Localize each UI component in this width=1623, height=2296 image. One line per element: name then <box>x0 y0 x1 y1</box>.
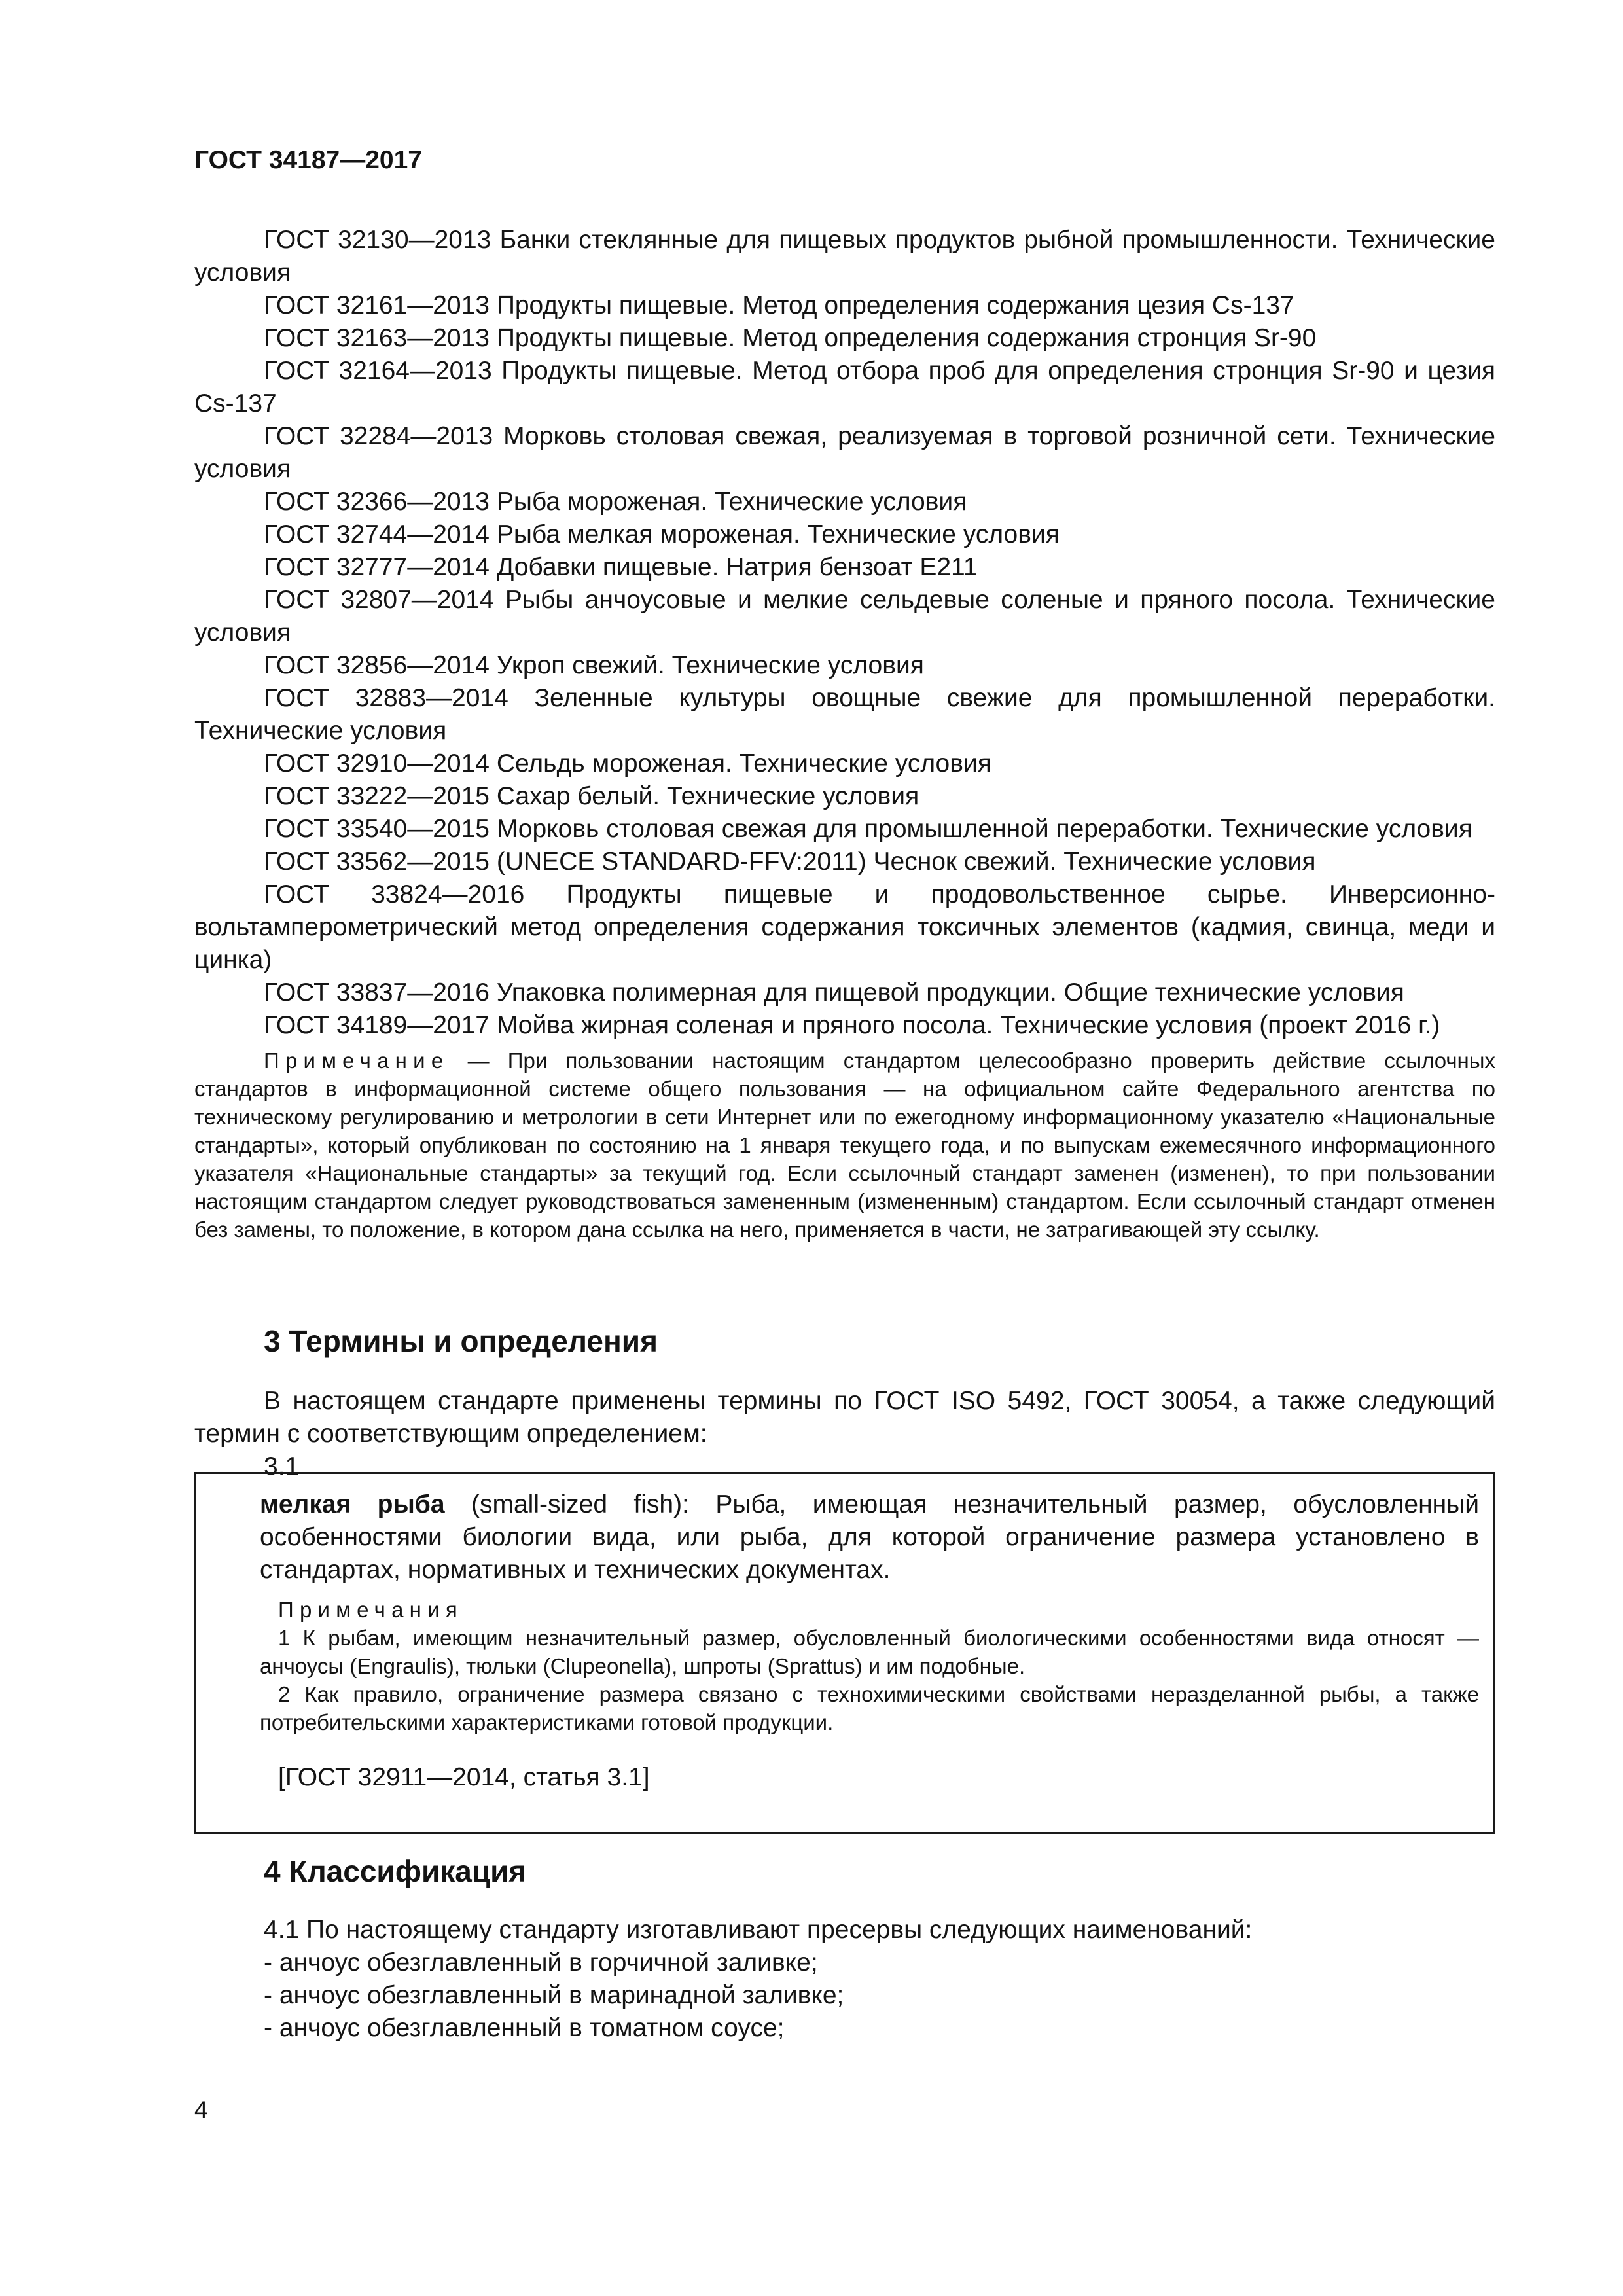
list-item: - анчоус обезглавленный в горчичной заливке; <box>264 1948 818 1977</box>
reference-item: ГОСТ 32164—2013 Продукты пищевые. Метод отбора проб для определения стронция Sr-90 и цезия Cs-137 <box>194 357 1495 418</box>
section-4-body <box>264 1914 1495 2045</box>
term-name: мелкая рыба <box>260 1490 445 1518</box>
list-item: - анчоус обезглавленный в маринадной заливке; <box>264 1981 844 2009</box>
reference-item: ГОСТ 32161—2013 Продукты пищевые. Метод определения содержания цезия Cs-137 <box>264 291 1294 319</box>
reference-item: ГОСТ 33562—2015 (UNECE STANDARD-FFV:2011) Чеснок свежий. Технические условия <box>264 848 1316 876</box>
term-source: [ГОСТ 32911—2014, статья 3.1] <box>278 1763 650 1791</box>
section-3-intro <box>194 1385 1495 1483</box>
note-text: При пользовании настоящим стандартом целесообразно проверить действие ссылочных стандартов в информационной системе общего пользования — на официальном сайте Федерального агентства по техническому регулированию и метрологии в сети Интернет или по ежегодному информационному указателю «Национальные стандарты», который опубликован по состоянию на 1 января текущего года, и по выпускам ежемесячного информационного указателя «Национальные стандарты» за текущий год. Если ссылочный стандарт заменен (изменен), то при пользовании настоящим стандартом следует руководствоваться замененным (измененным) стандартом. Если ссылочный стандарт отменен без замены, то положение, в котором дана ссылка на него, применяется в части, не затрагивающей эту ссылку. <box>194 1049 1496 1242</box>
term-definition-text: (small-sized fish): Рыба, имеющая незначительный размер, обусловленный особенностями биологии вида, или рыба, для которой ограничение размера установлено в стандартах, нормативных и технических документах. <box>260 1490 1479 1584</box>
term-notes-title: Примечания <box>278 1598 463 1622</box>
term-definition <box>260 1488 1479 1587</box>
reference-item: ГОСТ 33540—2015 Морковь столовая свежая для промышленной переработки. Технические условия <box>264 815 1472 843</box>
reference-item: ГОСТ 32910—2014 Сельдь мороженая. Технические условия <box>264 749 991 778</box>
reference-item: ГОСТ 32856—2014 Укроп свежий. Технические условия <box>264 651 924 679</box>
reference-item: ГОСТ 33824—2016 Продукты пищевые и продовольственное сырье. Инверсионно-вольтамперометрический метод определения содержания токсичных элементов (кадмия, свинца, меди и цинка) <box>194 880 1495 974</box>
running-header: ГОСТ 34187—2017 <box>194 146 422 174</box>
term-note: 2 Как правило, ограничение размера связано с технохимическими свойствами неразделанной рыбы, а также потребительскими характеристиками готовой продукции. <box>260 1682 1479 1734</box>
section-3-title: 3 Термины и определения <box>264 1324 658 1358</box>
reference-item: ГОСТ 34189—2017 Мойва жирная соленая и пряного посола. Технические условия (проект 2016 г.) <box>264 1011 1440 1039</box>
section-4-intro: 4.1 По настоящему стандарту изготавливают пресервы следующих наименований: <box>264 1916 1253 1944</box>
reference-item: ГОСТ 32130—2013 Банки стеклянные для пищевых продуктов рыбной промышленности. Технические условия <box>194 226 1495 287</box>
section-4-title: 4 Классификация <box>264 1854 527 1888</box>
term-definition-box <box>194 1472 1495 1834</box>
term-notes <box>260 1596 1479 1736</box>
reference-item: ГОСТ 32744—2014 Рыба мелкая мороженая. Технические условия <box>264 520 1060 548</box>
note-dash: — <box>449 1049 508 1073</box>
reference-item: ГОСТ 33837—2016 Упаковка полимерная для пищевой продукции. Общие технические условия <box>264 978 1404 1007</box>
note-label: Примечание <box>264 1049 450 1073</box>
reference-item: ГОСТ 32777—2014 Добавки пищевые. Натрия бензоат Е211 <box>264 553 978 581</box>
reference-item: ГОСТ 32883—2014 Зеленные культуры овощные свежие для промышленной переработки. Технические условия <box>194 684 1495 745</box>
reference-item: ГОСТ 32366—2013 Рыба мороженая. Технические условия <box>264 488 967 516</box>
reference-item: ГОСТ 32163—2013 Продукты пищевые. Метод определения содержания стронция Sr-90 <box>264 324 1317 352</box>
page-number: 4 <box>194 2096 208 2123</box>
term-note: 1 К рыбам, имеющим незначительный размер, обусловленный биологическими особенностями вида относят — анчоусы (Engraulis), тюльки (Clupeonella), шпроты (Sprattus) и им подобные. <box>260 1626 1479 1678</box>
reference-item: ГОСТ 33222—2015 Сахар белый. Технические условия <box>264 782 919 810</box>
normative-references <box>194 224 1495 1244</box>
section-3-intro-text: В настоящем стандарте применены термины по ГОСТ ISO 5492, ГОСТ 30054, а также следующий термин с соответствующим определением: <box>194 1387 1495 1448</box>
list-item: - анчоус обезглавленный в томатном соусе; <box>264 2014 785 2042</box>
reference-item: ГОСТ 32284—2013 Морковь столовая свежая, реализуемая в торговой розничной сети. Технические условия <box>194 422 1495 483</box>
reference-item: ГОСТ 32807—2014 Рыбы анчоусовые и мелкие сельдевые соленые и пряного посола. Технические условия <box>194 586 1495 647</box>
references-note <box>194 1047 1495 1244</box>
term-number: 3.1 <box>264 1452 300 1480</box>
